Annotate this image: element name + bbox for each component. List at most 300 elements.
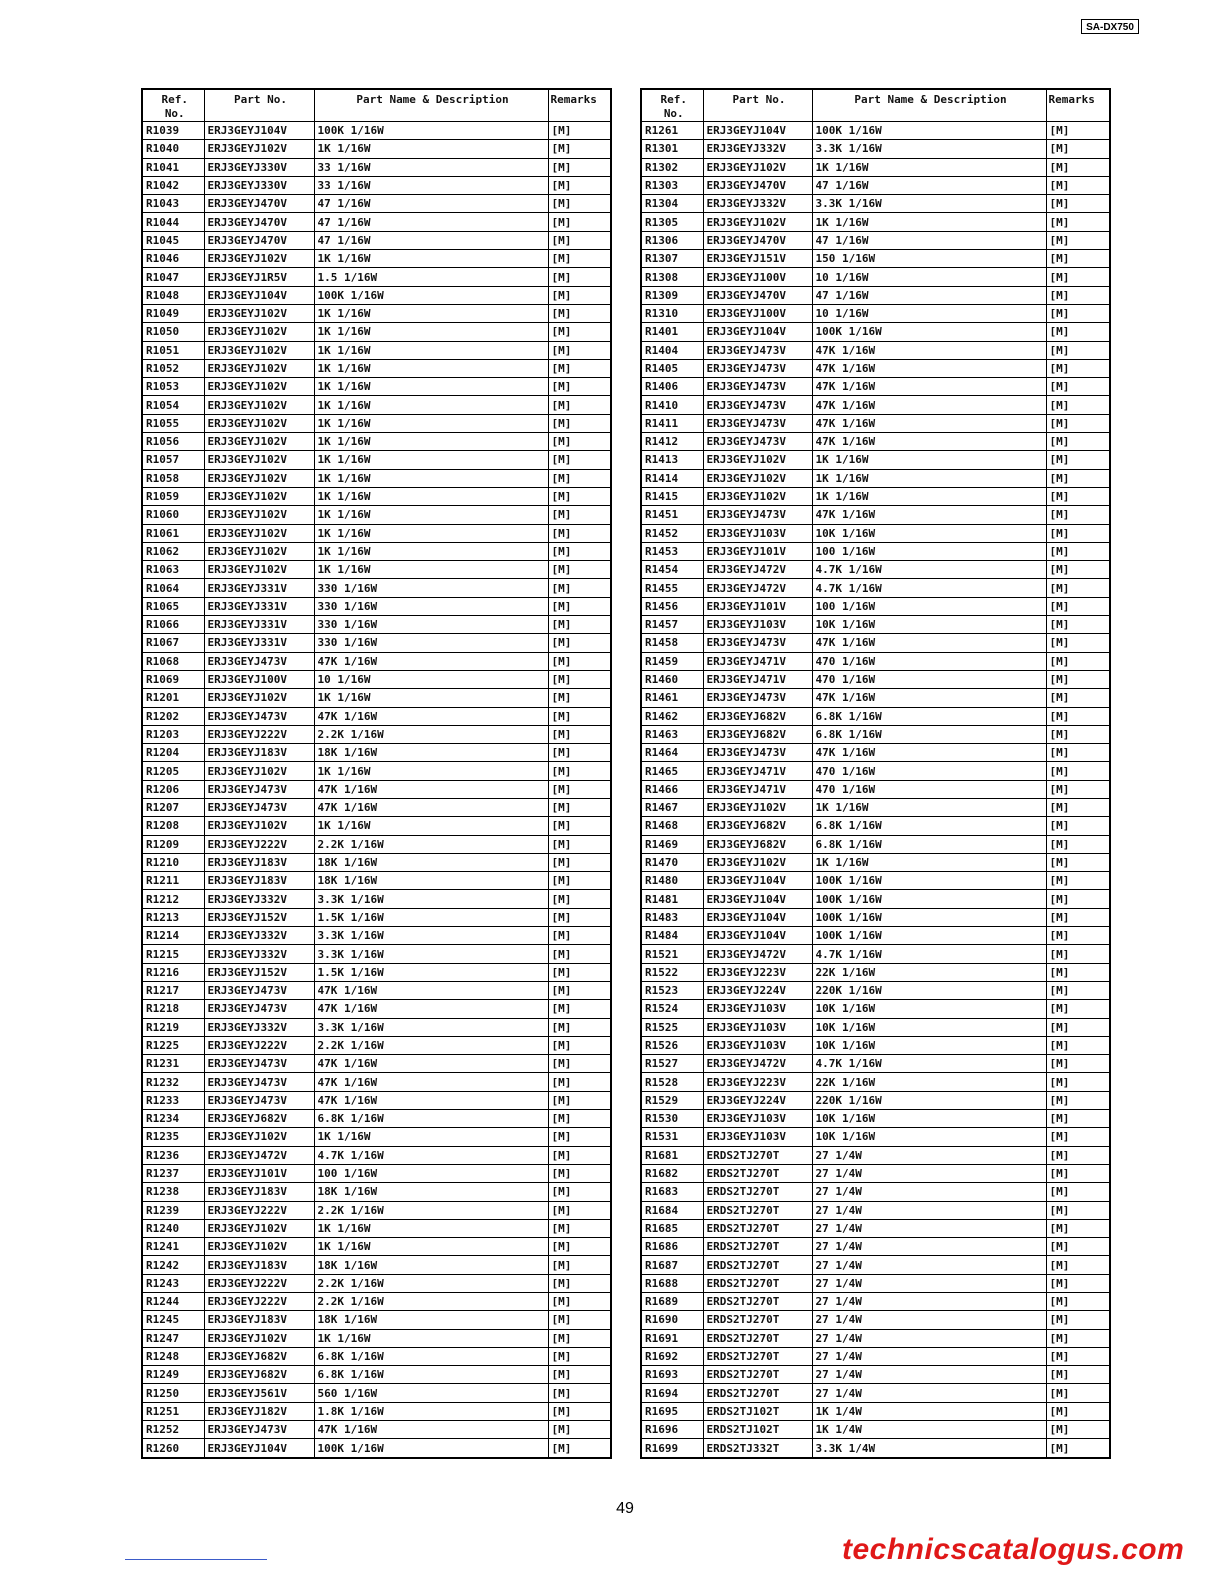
cell-ref: R1454 xyxy=(641,561,703,579)
cell-remarks: [M] xyxy=(548,1384,611,1402)
cell-ref: R1526 xyxy=(641,1036,703,1054)
cell-description: 1.5K 1/16W xyxy=(314,908,548,926)
table-row xyxy=(142,1293,611,1311)
table-row xyxy=(142,286,611,304)
cell-ref: R1303 xyxy=(641,176,703,194)
cell-remarks: [M] xyxy=(1046,140,1110,158)
table-row xyxy=(641,1128,1110,1146)
cell-part-no: ERJ3GEYJ151V xyxy=(703,250,812,268)
cell-ref: R1232 xyxy=(142,1073,204,1091)
cell-remarks: [M] xyxy=(548,341,611,359)
cell-remarks: [M] xyxy=(1046,286,1110,304)
cell-description: 47 1/16W xyxy=(812,176,1046,194)
cell-part-no: ERJ3GEYJ473V xyxy=(703,689,812,707)
cell-ref: R1206 xyxy=(142,780,204,798)
cell-part-no: ERJ3GEYJ100V xyxy=(703,268,812,286)
table-row xyxy=(142,1439,611,1458)
table-row xyxy=(142,195,611,213)
cell-description: 27 1/4W xyxy=(812,1183,1046,1201)
cell-part-no: ERJ3GEYJ104V xyxy=(703,908,812,926)
cell-ref: R1693 xyxy=(641,1366,703,1384)
cell-description: 3.3K 1/16W xyxy=(314,945,548,963)
cell-remarks: [M] xyxy=(548,506,611,524)
cell-description: 1K 1/16W xyxy=(314,1329,548,1347)
table-row xyxy=(641,451,1110,469)
cell-part-no: ERJ3GEYJ102V xyxy=(204,433,314,451)
table-row xyxy=(142,725,611,743)
cell-description: 27 1/4W xyxy=(812,1384,1046,1402)
cell-remarks: [M] xyxy=(548,744,611,762)
footer-link-line[interactable] xyxy=(125,1559,267,1560)
cell-remarks: [M] xyxy=(1046,469,1110,487)
table-row xyxy=(142,1274,611,1292)
cell-description: 10K 1/16W xyxy=(812,524,1046,542)
cell-ref: R1401 xyxy=(641,323,703,341)
cell-ref: R1067 xyxy=(142,634,204,652)
header-part-no: Part No. xyxy=(703,89,812,122)
cell-remarks: [M] xyxy=(548,396,611,414)
cell-part-no: ERJ3GEYJ104V xyxy=(703,323,812,341)
cell-description: 4.7K 1/16W xyxy=(812,945,1046,963)
table-row xyxy=(142,835,611,853)
cell-description: 6.8K 1/16W xyxy=(812,725,1046,743)
cell-part-no: ERJ3GEYJ104V xyxy=(703,122,812,140)
cell-ref: R1261 xyxy=(641,122,703,140)
cell-remarks: [M] xyxy=(1046,1146,1110,1164)
table-row xyxy=(641,744,1110,762)
header-ref: Ref. No. xyxy=(142,89,204,122)
cell-description: 47K 1/16W xyxy=(812,341,1046,359)
cell-remarks: [M] xyxy=(1046,213,1110,231)
cell-part-no: ERJ3GEYJ471V xyxy=(703,670,812,688)
cell-ref: R1252 xyxy=(142,1421,204,1439)
cell-part-no: ERJ3GEYJ103V xyxy=(703,1018,812,1036)
cell-ref: R1051 xyxy=(142,341,204,359)
cell-remarks: [M] xyxy=(1046,268,1110,286)
cell-remarks: [M] xyxy=(1046,250,1110,268)
cell-description: 1K 1/16W xyxy=(314,378,548,396)
cell-description: 100K 1/16W xyxy=(812,890,1046,908)
cell-description: 330 1/16W xyxy=(314,616,548,634)
table-row xyxy=(641,469,1110,487)
cell-ref: R1523 xyxy=(641,981,703,999)
cell-ref: R1237 xyxy=(142,1164,204,1182)
cell-description: 3.3K 1/16W xyxy=(314,1018,548,1036)
cell-ref: R1466 xyxy=(641,780,703,798)
cell-description: 1K 1/16W xyxy=(812,158,1046,176)
cell-ref: R1210 xyxy=(142,853,204,871)
cell-description: 6.8K 1/16W xyxy=(812,817,1046,835)
cell-ref: R1204 xyxy=(142,744,204,762)
cell-remarks: [M] xyxy=(548,542,611,560)
table-row xyxy=(641,414,1110,432)
header-remarks: Remarks xyxy=(1046,89,1110,122)
table-row xyxy=(142,1402,611,1420)
cell-description: 27 1/4W xyxy=(812,1238,1046,1256)
cell-remarks: [M] xyxy=(548,1055,611,1073)
cell-remarks: [M] xyxy=(548,597,611,615)
cell-ref: R1060 xyxy=(142,506,204,524)
cell-part-no: ERJ3GEYJ682V xyxy=(703,835,812,853)
cell-part-no: ERJ3GEYJ330V xyxy=(204,158,314,176)
table-row xyxy=(641,176,1110,194)
cell-remarks: [M] xyxy=(548,1421,611,1439)
table-row xyxy=(142,927,611,945)
table-row xyxy=(142,359,611,377)
cell-part-no: ERJ3GEYJ472V xyxy=(703,579,812,597)
cell-remarks: [M] xyxy=(548,1256,611,1274)
table-row xyxy=(641,890,1110,908)
cell-remarks: [M] xyxy=(1046,1421,1110,1439)
parts-table-left xyxy=(141,88,612,1459)
table-row xyxy=(142,945,611,963)
cell-part-no: ERDS2TJ270T xyxy=(703,1384,812,1402)
cell-ref: R1304 xyxy=(641,195,703,213)
table-row xyxy=(641,1091,1110,1109)
cell-part-no: ERJ3GEYJ473V xyxy=(204,1421,314,1439)
cell-part-no: ERJ3GEYJ102V xyxy=(204,451,314,469)
cell-description: 2.2K 1/16W xyxy=(314,725,548,743)
table-row xyxy=(142,579,611,597)
cell-part-no: ERJ3GEYJ104V xyxy=(204,122,314,140)
cell-description: 100 1/16W xyxy=(812,542,1046,560)
table-row xyxy=(641,1439,1110,1458)
table-row xyxy=(142,1146,611,1164)
cell-remarks: [M] xyxy=(1046,1091,1110,1109)
cell-description: 1K 1/16W xyxy=(314,1219,548,1237)
table-row xyxy=(641,1219,1110,1237)
cell-ref: R1455 xyxy=(641,579,703,597)
cell-part-no: ERJ3GEYJ101V xyxy=(703,542,812,560)
table-row xyxy=(142,140,611,158)
table-row xyxy=(142,1164,611,1182)
table-row xyxy=(641,1110,1110,1128)
cell-part-no: ERJ3GEYJ103V xyxy=(703,1110,812,1128)
cell-part-no: ERJ3GEYJ473V xyxy=(703,396,812,414)
site-watermark: technicscatalogus.com xyxy=(842,1533,1185,1566)
cell-description: 3.3K 1/4W xyxy=(812,1439,1046,1458)
cell-description: 27 1/4W xyxy=(812,1201,1046,1219)
cell-description: 1K 1/16W xyxy=(314,561,548,579)
table-row xyxy=(641,817,1110,835)
header-ref: Ref. No. xyxy=(641,89,703,122)
cell-remarks: [M] xyxy=(548,981,611,999)
cell-remarks: [M] xyxy=(1046,1201,1110,1219)
cell-ref: R1465 xyxy=(641,762,703,780)
cell-remarks: [M] xyxy=(548,1036,611,1054)
table-row xyxy=(142,176,611,194)
cell-ref: R1684 xyxy=(641,1201,703,1219)
cell-ref: R1453 xyxy=(641,542,703,560)
cell-part-no: ERJ3GEYJ682V xyxy=(204,1347,314,1365)
cell-part-no: ERJ3GEYJ470V xyxy=(204,213,314,231)
cell-ref: R1692 xyxy=(641,1347,703,1365)
cell-part-no: ERJ3GEYJ102V xyxy=(204,304,314,322)
table-row xyxy=(641,286,1110,304)
cell-remarks: [M] xyxy=(548,1329,611,1347)
cell-ref: R1063 xyxy=(142,561,204,579)
cell-ref: R1414 xyxy=(641,469,703,487)
cell-description: 47K 1/16W xyxy=(812,396,1046,414)
cell-description: 1K 1/16W xyxy=(812,487,1046,505)
table-row xyxy=(641,304,1110,322)
cell-ref: R1052 xyxy=(142,359,204,377)
cell-part-no: ERJ3GEYJ473V xyxy=(204,1000,314,1018)
cell-remarks: [M] xyxy=(1046,195,1110,213)
cell-part-no: ERJ3GEYJ332V xyxy=(204,945,314,963)
table-row xyxy=(142,670,611,688)
cell-ref: R1066 xyxy=(142,616,204,634)
header-description: Part Name & Description xyxy=(812,89,1046,122)
cell-description: 1K 1/16W xyxy=(314,542,548,560)
cell-remarks: [M] xyxy=(548,378,611,396)
cell-remarks: [M] xyxy=(1046,1183,1110,1201)
cell-remarks: [M] xyxy=(1046,231,1110,249)
table-row xyxy=(142,341,611,359)
table-row xyxy=(641,524,1110,542)
cell-remarks: [M] xyxy=(1046,1329,1110,1347)
cell-remarks: [M] xyxy=(1046,872,1110,890)
cell-ref: R1064 xyxy=(142,579,204,597)
table-row xyxy=(641,798,1110,816)
cell-remarks: [M] xyxy=(1046,707,1110,725)
cell-ref: R1480 xyxy=(641,872,703,890)
cell-part-no: ERJ3GEYJ473V xyxy=(204,652,314,670)
cell-description: 10K 1/16W xyxy=(812,1128,1046,1146)
cell-remarks: [M] xyxy=(548,323,611,341)
cell-part-no: ERJ3GEYJ473V xyxy=(204,798,314,816)
cell-ref: R1451 xyxy=(641,506,703,524)
table-row xyxy=(641,1164,1110,1182)
cell-ref: R1699 xyxy=(641,1439,703,1458)
cell-ref: R1682 xyxy=(641,1164,703,1182)
cell-description: 47K 1/16W xyxy=(314,981,548,999)
cell-remarks: [M] xyxy=(1046,981,1110,999)
cell-remarks: [M] xyxy=(1046,616,1110,634)
cell-description: 10 1/16W xyxy=(812,304,1046,322)
table-row xyxy=(641,597,1110,615)
cell-remarks: [M] xyxy=(548,140,611,158)
cell-description: 47K 1/16W xyxy=(314,1000,548,1018)
table-row xyxy=(641,1201,1110,1219)
cell-part-no: ERJ3GEYJ222V xyxy=(204,835,314,853)
cell-remarks: [M] xyxy=(1046,1164,1110,1182)
cell-part-no: ERJ3GEYJ100V xyxy=(703,304,812,322)
cell-ref: R1047 xyxy=(142,268,204,286)
cell-description: 3.3K 1/16W xyxy=(812,140,1046,158)
table-row xyxy=(142,1256,611,1274)
cell-ref: R1464 xyxy=(641,744,703,762)
cell-remarks: [M] xyxy=(1046,890,1110,908)
cell-part-no: ERJ3GEYJ102V xyxy=(703,158,812,176)
cell-description: 1K 1/16W xyxy=(314,451,548,469)
cell-remarks: [M] xyxy=(1046,524,1110,542)
cell-description: 27 1/4W xyxy=(812,1311,1046,1329)
cell-part-no: ERJ3GEYJ470V xyxy=(703,231,812,249)
cell-ref: R1686 xyxy=(641,1238,703,1256)
cell-description: 1K 1/16W xyxy=(314,762,548,780)
cell-ref: R1231 xyxy=(142,1055,204,1073)
cell-description: 1K 1/4W xyxy=(812,1402,1046,1420)
cell-ref: R1457 xyxy=(641,616,703,634)
cell-part-no: ERJ3GEYJ470V xyxy=(204,195,314,213)
cell-remarks: [M] xyxy=(548,670,611,688)
table-row xyxy=(142,1238,611,1256)
cell-part-no: ERJ3GEYJ104V xyxy=(204,286,314,304)
table-row xyxy=(641,707,1110,725)
cell-remarks: [M] xyxy=(548,634,611,652)
table-row xyxy=(641,579,1110,597)
cell-part-no: ERJ3GEYJ682V xyxy=(703,725,812,743)
table-row xyxy=(142,1018,611,1036)
cell-ref: R1040 xyxy=(142,140,204,158)
cell-ref: R1694 xyxy=(641,1384,703,1402)
cell-part-no: ERDS2TJ270T xyxy=(703,1183,812,1201)
cell-remarks: [M] xyxy=(548,579,611,597)
cell-ref: R1301 xyxy=(641,140,703,158)
table-row xyxy=(142,689,611,707)
table-row xyxy=(142,853,611,871)
table-row xyxy=(641,1402,1110,1420)
cell-description: 470 1/16W xyxy=(812,652,1046,670)
cell-part-no: ERJ3GEYJ682V xyxy=(204,1366,314,1384)
cell-description: 18K 1/16W xyxy=(314,1256,548,1274)
cell-part-no: ERJ3GEYJ183V xyxy=(204,1183,314,1201)
cell-part-no: ERJ3GEYJ470V xyxy=(204,231,314,249)
cell-remarks: [M] xyxy=(548,1347,611,1365)
cell-remarks: [M] xyxy=(548,176,611,194)
cell-ref: R1212 xyxy=(142,890,204,908)
cell-description: 1.5K 1/16W xyxy=(314,963,548,981)
cell-description: 1K 1/16W xyxy=(812,213,1046,231)
table-row xyxy=(142,597,611,615)
cell-part-no: ERJ3GEYJ473V xyxy=(204,1091,314,1109)
cell-part-no: ERJ3GEYJ102V xyxy=(204,817,314,835)
cell-ref: R1683 xyxy=(641,1183,703,1201)
cell-part-no: ERJ3GEYJ222V xyxy=(204,1036,314,1054)
table-row xyxy=(641,981,1110,999)
cell-description: 3.3K 1/16W xyxy=(314,890,548,908)
cell-part-no: ERJ3GEYJ473V xyxy=(703,378,812,396)
cell-remarks: [M] xyxy=(1046,652,1110,670)
cell-part-no: ERJ3GEYJ331V xyxy=(204,634,314,652)
cell-description: 10 1/16W xyxy=(314,670,548,688)
cell-remarks: [M] xyxy=(1046,396,1110,414)
cell-remarks: [M] xyxy=(1046,1293,1110,1311)
cell-remarks: [M] xyxy=(548,817,611,835)
cell-part-no: ERJ3GEYJ332V xyxy=(703,195,812,213)
table-row xyxy=(641,433,1110,451)
cell-description: 100K 1/16W xyxy=(314,122,548,140)
cell-description: 1K 1/16W xyxy=(314,689,548,707)
cell-part-no: ERJ3GEYJ470V xyxy=(703,176,812,194)
cell-remarks: [M] xyxy=(1046,817,1110,835)
cell-remarks: [M] xyxy=(548,1274,611,1292)
table-row xyxy=(142,122,611,140)
cell-part-no: ERJ3GEYJ102V xyxy=(204,1329,314,1347)
cell-part-no: ERJ3GEYJ223V xyxy=(703,963,812,981)
table-row xyxy=(641,1366,1110,1384)
cell-part-no: ERJ3GEYJ223V xyxy=(703,1073,812,1091)
cell-ref: R1215 xyxy=(142,945,204,963)
cell-description: 1K 1/16W xyxy=(314,140,548,158)
cell-description: 220K 1/16W xyxy=(812,981,1046,999)
cell-ref: R1240 xyxy=(142,1219,204,1237)
cell-description: 100K 1/16W xyxy=(314,286,548,304)
cell-remarks: [M] xyxy=(548,1110,611,1128)
cell-description: 1K 1/16W xyxy=(314,396,548,414)
cell-remarks: [M] xyxy=(548,158,611,176)
cell-description: 100K 1/16W xyxy=(812,908,1046,926)
cell-remarks: [M] xyxy=(548,853,611,871)
cell-description: 2.2K 1/16W xyxy=(314,1036,548,1054)
cell-description: 47K 1/16W xyxy=(812,378,1046,396)
table-row xyxy=(641,872,1110,890)
cell-description: 1K 1/16W xyxy=(812,469,1046,487)
cell-remarks: [M] xyxy=(548,1164,611,1182)
cell-ref: R1203 xyxy=(142,725,204,743)
cell-part-no: ERJ3GEYJ332V xyxy=(703,140,812,158)
table-row xyxy=(142,1183,611,1201)
cell-ref: R1685 xyxy=(641,1219,703,1237)
cell-ref: R1410 xyxy=(641,396,703,414)
table-row xyxy=(142,433,611,451)
cell-ref: R1521 xyxy=(641,945,703,963)
table-header-row xyxy=(142,89,611,122)
cell-ref: R1041 xyxy=(142,158,204,176)
table-row xyxy=(142,1128,611,1146)
cell-part-no: ERJ3GEYJ183V xyxy=(204,853,314,871)
cell-description: 1.5 1/16W xyxy=(314,268,548,286)
table-row xyxy=(142,1366,611,1384)
cell-part-no: ERDS2TJ270T xyxy=(703,1146,812,1164)
cell-ref: R1050 xyxy=(142,323,204,341)
cell-ref: R1308 xyxy=(641,268,703,286)
cell-remarks: [M] xyxy=(1046,634,1110,652)
table-row xyxy=(641,542,1110,560)
cell-description: 330 1/16W xyxy=(314,579,548,597)
cell-description: 47K 1/16W xyxy=(812,744,1046,762)
cell-remarks: [M] xyxy=(548,268,611,286)
cell-remarks: [M] xyxy=(1046,1347,1110,1365)
cell-part-no: ERJ3GEYJ102V xyxy=(703,487,812,505)
cell-description: 4.7K 1/16W xyxy=(812,579,1046,597)
cell-ref: R1214 xyxy=(142,927,204,945)
cell-description: 47K 1/16W xyxy=(812,634,1046,652)
cell-remarks: [M] xyxy=(1046,1055,1110,1073)
parts-table-right xyxy=(640,88,1111,1459)
table-row xyxy=(641,1384,1110,1402)
cell-part-no: ERJ3GEYJ101V xyxy=(703,597,812,615)
cell-part-no: ERJ3GEYJ473V xyxy=(703,744,812,762)
cell-part-no: ERJ3GEYJ103V xyxy=(703,1036,812,1054)
table-header-row xyxy=(641,89,1110,122)
cell-ref: R1202 xyxy=(142,707,204,725)
cell-description: 4.7K 1/16W xyxy=(812,561,1046,579)
table-row xyxy=(142,158,611,176)
cell-remarks: [M] xyxy=(548,359,611,377)
cell-ref: R1055 xyxy=(142,414,204,432)
cell-remarks: [M] xyxy=(1046,835,1110,853)
cell-part-no: ERDS2TJ270T xyxy=(703,1347,812,1365)
cell-description: 10K 1/16W xyxy=(812,1036,1046,1054)
cell-ref: R1529 xyxy=(641,1091,703,1109)
cell-description: 330 1/16W xyxy=(314,597,548,615)
table-row xyxy=(142,634,611,652)
cell-description: 1K 1/16W xyxy=(314,1238,548,1256)
cell-ref: R1524 xyxy=(641,1000,703,1018)
cell-part-no: ERJ3GEYJ682V xyxy=(703,707,812,725)
